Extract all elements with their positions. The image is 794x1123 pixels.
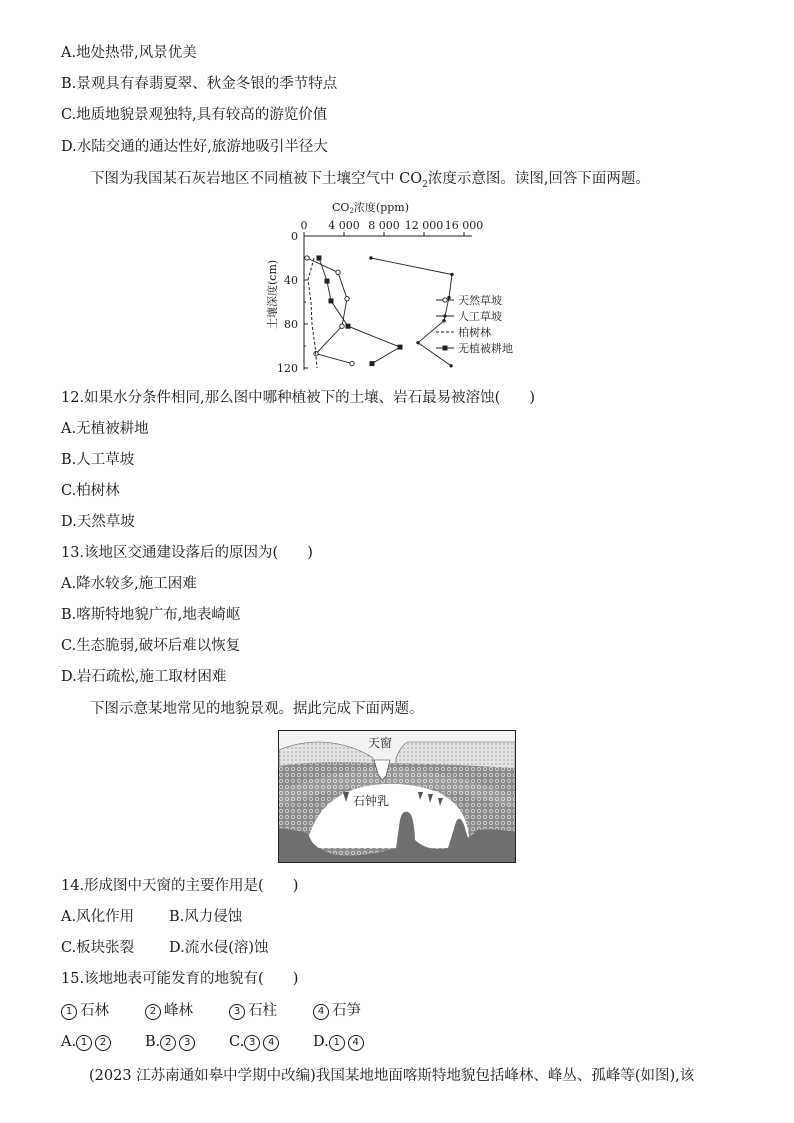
data-point <box>370 361 375 366</box>
circled-number: 4 <box>263 1035 279 1051</box>
data-point <box>369 256 372 259</box>
q14-option-a: A.风化作用 <box>61 909 135 925</box>
series-3 <box>317 256 403 367</box>
option-c-text: C.地质地貌景观独特,具有较高的游览价值 <box>61 107 328 123</box>
q13-option-b: B.喀斯特地貌广布,地表崎岖 <box>61 607 241 623</box>
data-point <box>447 296 450 299</box>
label-stalactite: 石钟乳 <box>353 794 390 808</box>
x-tick-label: 16 000 <box>444 219 484 232</box>
option-b-text: B.景观具有春翡夏翠、秋金冬银的季节特点 <box>61 76 338 92</box>
data-point <box>450 273 453 276</box>
data-point <box>317 256 322 261</box>
y-tick-labels <box>277 230 298 375</box>
question-13: 13.该地区交通建设落后的原因为( ) <box>61 545 313 561</box>
q14-options-row1 <box>61 907 242 927</box>
q15-item <box>145 1001 229 1021</box>
q15-option-letter: A. <box>61 1034 77 1050</box>
q12-option-c: C.柏树林 <box>61 483 120 499</box>
intro-co2 <box>90 169 650 195</box>
x-tick-label: 8 000 <box>368 219 400 232</box>
next-question-intro: (2023 江苏南通如皋中学期中改编)我国某地地面喀斯特地貌包括峰林、峰丛、孤峰等(如图),该 <box>89 1068 695 1084</box>
intro-co2-sub: 2 <box>422 179 428 190</box>
q15-item <box>229 1001 313 1021</box>
data-point <box>449 364 452 367</box>
question-12: 12.如果水分条件相同,那么图中哪种植被下的土壤、岩石最易被溶蚀( ) <box>61 390 535 406</box>
circled-number: 2 <box>145 1004 161 1020</box>
q15-item-text: 石笋 <box>332 1003 361 1019</box>
option-d-text: D.水陆交通的通达性好,旅游地吸引半径大 <box>61 139 328 155</box>
x-tick-label: 12 000 <box>404 219 444 232</box>
series-line <box>307 258 352 364</box>
data-point <box>325 279 330 284</box>
data-point <box>329 298 334 303</box>
q15-option-letter: C. <box>229 1034 245 1050</box>
legend-label: 柏树林 <box>458 326 491 339</box>
circled-number: 2 <box>95 1035 111 1051</box>
q15-option-letter: D. <box>313 1034 329 1050</box>
q15-item-text: 石林 <box>80 1003 109 1019</box>
karst-cave-diagram <box>278 730 516 863</box>
q14-option-b: B.风力侵蚀 <box>169 909 243 925</box>
series-1 <box>369 256 453 367</box>
circled-number: 1 <box>76 1035 92 1051</box>
legend-label: 天然草坡 <box>458 294 502 307</box>
data-point <box>346 324 351 329</box>
question-15: 15.该地地表可能发育的地貌有( ) <box>61 971 299 987</box>
q13-option-d: D.岩石疏松,施工取材困难 <box>61 669 227 685</box>
y-tick-label: 40 <box>284 274 298 287</box>
circled-number: 2 <box>160 1035 176 1051</box>
intro-co2-post: 浓度示意图。读图,回答下面两题。 <box>427 171 650 187</box>
q15-option <box>145 1032 229 1052</box>
data-point <box>336 270 340 274</box>
y-axis-title: 土壤深度(cm) <box>266 259 279 329</box>
legend-marker <box>443 314 446 317</box>
co2-depth-chart <box>262 195 534 375</box>
circled-number: 4 <box>348 1035 364 1051</box>
q12-option-d: D.天然草坡 <box>61 514 135 530</box>
y-tick-label: 0 <box>291 230 298 243</box>
option-a-text: A.地处热带,风景优美 <box>61 45 197 61</box>
series-layer <box>305 256 454 369</box>
q15-item <box>313 1001 397 1021</box>
circled-number: 1 <box>329 1035 345 1051</box>
q13-option-a: A.降水较多,施工困难 <box>61 576 197 592</box>
data-point <box>350 361 354 365</box>
x-tick-labels <box>301 219 484 232</box>
x-tick-marks <box>304 232 464 236</box>
q12-option-a: A.无植被耕地 <box>61 421 149 437</box>
x-tick-label: 4 000 <box>328 219 360 232</box>
q15-item <box>61 1001 145 1021</box>
data-point <box>398 345 403 350</box>
q15-item-text: 石柱 <box>248 1003 277 1019</box>
label-skylight: 天窗 <box>368 736 393 750</box>
q12-option-b: B.人工草坡 <box>61 452 135 468</box>
data-point <box>416 341 419 344</box>
y-tick-label: 80 <box>284 318 298 331</box>
q14-option-d: D.流水侵(溶)蚀 <box>169 940 269 956</box>
intro-karst: 下图示意某地常见的地貌景观。据此完成下面两题。 <box>90 701 424 717</box>
legend-marker <box>443 298 447 302</box>
q15-option <box>313 1032 397 1052</box>
x-tick-label: 0 <box>300 219 308 232</box>
circled-number: 3 <box>229 1004 245 1020</box>
data-point <box>345 297 349 301</box>
x-axis-title-text: CO2浓度(ppm) <box>332 201 410 215</box>
data-point <box>442 319 445 322</box>
data-point <box>305 256 309 260</box>
q15-option-letter: B. <box>145 1034 161 1050</box>
data-point <box>340 324 344 328</box>
intro-co2-pre: 下图为我国某石灰岩地区不同植被下土壤空气中 CO <box>90 171 423 187</box>
q13-option-c: C.生态脆弱,破坏后难以恢复 <box>61 638 241 654</box>
series-line <box>371 258 452 366</box>
circled-number: 4 <box>313 1004 329 1020</box>
legend-marker <box>443 346 448 351</box>
series-line <box>319 258 400 364</box>
x-axis-title <box>332 200 409 215</box>
q15-item-text: 峰林 <box>164 1003 193 1019</box>
q15-options-row <box>61 1032 397 1052</box>
question-14: 14.形成图中天窗的主要作用是( ) <box>61 878 299 894</box>
q15-option <box>61 1032 145 1052</box>
legend-label: 无植被耕地 <box>458 342 513 355</box>
q15-option <box>229 1032 313 1052</box>
y-tick-label: 120 <box>277 362 298 375</box>
circled-number: 1 <box>61 1004 77 1020</box>
series-0 <box>305 256 354 366</box>
circled-number: 3 <box>244 1035 260 1051</box>
legend-label: 人工草坡 <box>458 310 502 323</box>
circled-number: 3 <box>179 1035 195 1051</box>
q15-items-row <box>61 1001 397 1021</box>
q14-options-row2 <box>61 938 269 958</box>
q14-option-c: C.板块张裂 <box>61 940 135 956</box>
